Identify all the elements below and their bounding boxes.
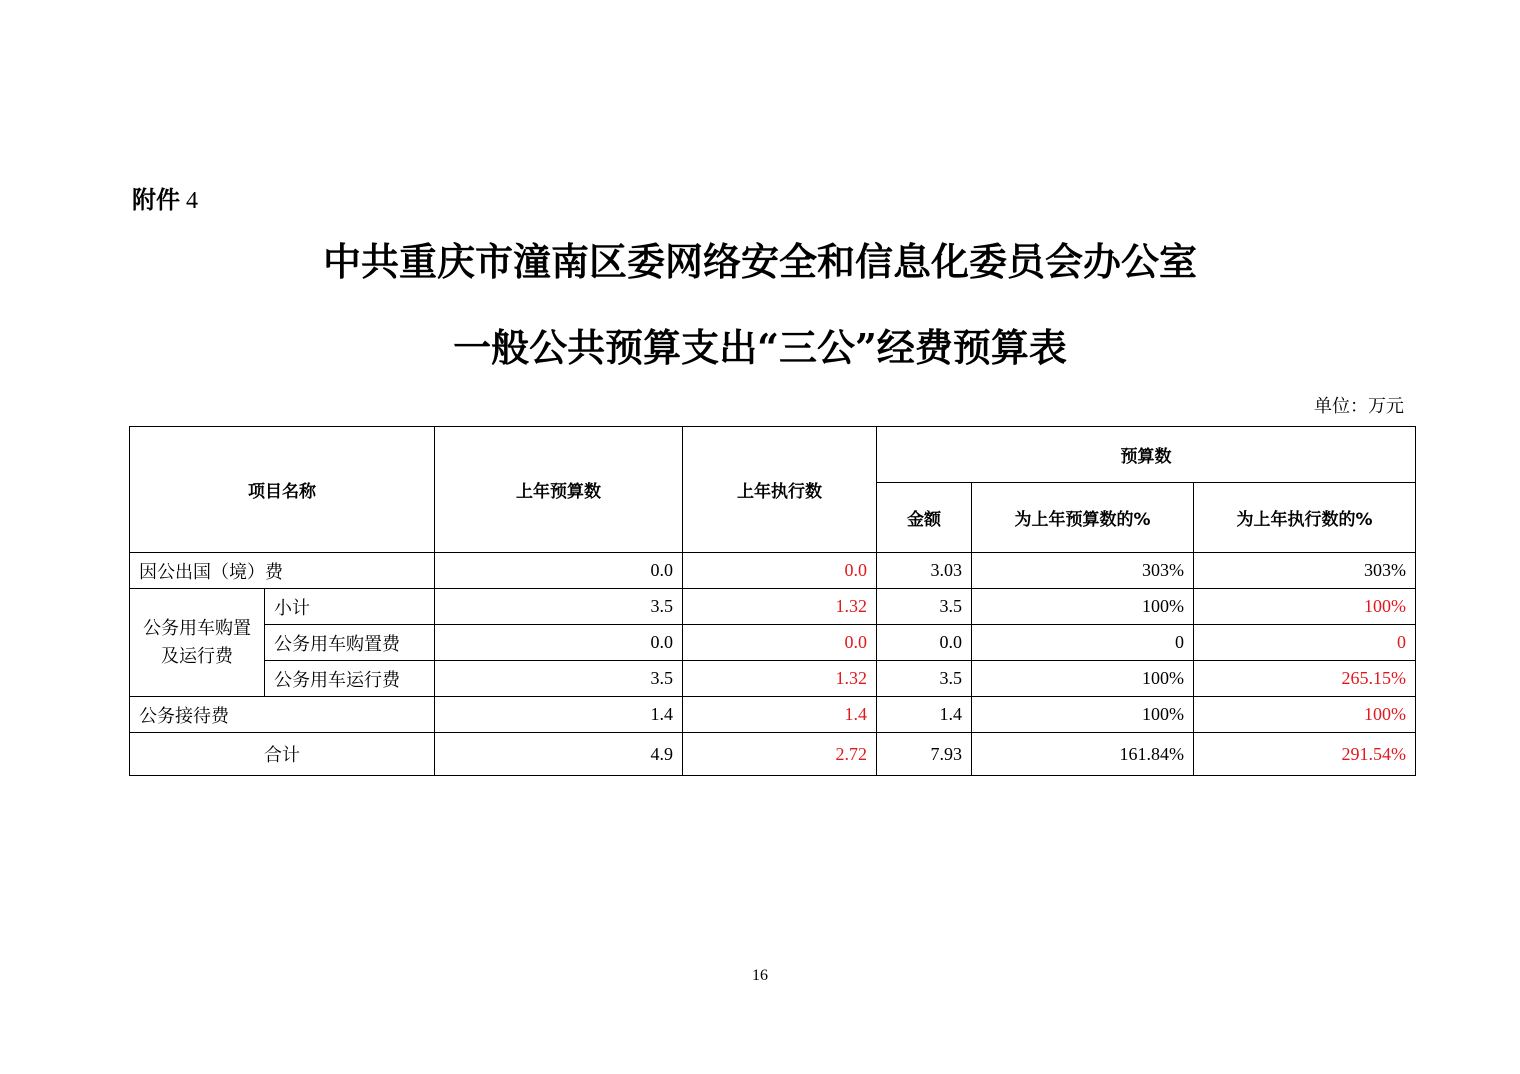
header-amount: 金额 — [877, 483, 972, 553]
cell-amount: 0.0 — [877, 625, 972, 661]
budget-table — [129, 426, 1416, 776]
header-row-1 — [130, 427, 1416, 483]
header-budget: 预算数 — [877, 427, 1416, 483]
attachment-text: 附件 — [132, 186, 180, 214]
header-prev-budget: 上年预算数 — [435, 427, 683, 553]
row-name: 因公出国（境）费 — [130, 553, 435, 589]
table-row-vehicle-subtotal — [130, 589, 1416, 625]
row-name: 公务接待费 — [130, 697, 435, 733]
cell-prev-budget: 1.4 — [435, 697, 683, 733]
cell-pct-exec: 265.15% — [1194, 661, 1416, 697]
attachment-label — [132, 183, 198, 218]
cell-pct-exec: 0 — [1194, 625, 1416, 661]
cell-pct-exec: 291.54% — [1194, 733, 1416, 776]
row-name: 小计 — [265, 589, 435, 625]
row-group-vehicle: 公务用车购置及运行费 — [130, 589, 265, 697]
cell-prev-budget: 3.5 — [435, 589, 683, 625]
attachment-number: 4 — [186, 188, 198, 214]
document-title-line1: 中共重庆市潼南区委网络安全和信息化委员会办公室 — [322, 239, 1197, 284]
cell-prev-budget: 0.0 — [435, 553, 683, 589]
cell-pct-budget: 100% — [972, 589, 1194, 625]
cell-prev-exec: 1.32 — [683, 589, 877, 625]
document-title-line2: 一般公共预算支出“三公”经费预算表 — [453, 325, 1067, 370]
unit-label: 单位：万元 — [1314, 396, 1404, 417]
cell-prev-budget: 3.5 — [435, 661, 683, 697]
table-row-vehicle-operation — [130, 661, 1416, 697]
table-row-overseas — [130, 553, 1416, 589]
cell-prev-exec: 1.32 — [683, 661, 877, 697]
header-item-name: 项目名称 — [130, 427, 435, 553]
cell-amount: 3.03 — [877, 553, 972, 589]
header-prev-exec: 上年执行数 — [683, 427, 877, 553]
cell-pct-budget: 303% — [972, 553, 1194, 589]
table-row-vehicle-purchase — [130, 625, 1416, 661]
cell-prev-exec: 2.72 — [683, 733, 877, 776]
cell-pct-exec: 303% — [1194, 553, 1416, 589]
cell-pct-budget: 161.84% — [972, 733, 1194, 776]
cell-pct-exec: 100% — [1194, 589, 1416, 625]
page-number: 16 — [752, 967, 768, 984]
cell-prev-budget: 0.0 — [435, 625, 683, 661]
cell-prev-exec: 0.0 — [683, 553, 877, 589]
table-row-reception — [130, 697, 1416, 733]
row-name: 公务用车运行费 — [265, 661, 435, 697]
header-pct-prev-budget: 为上年预算数的% — [972, 483, 1194, 553]
cell-amount: 3.5 — [877, 661, 972, 697]
cell-prev-exec: 1.4 — [683, 697, 877, 733]
row-name: 合计 — [130, 733, 435, 776]
cell-amount: 7.93 — [877, 733, 972, 776]
cell-prev-budget: 4.9 — [435, 733, 683, 776]
cell-pct-budget: 0 — [972, 625, 1194, 661]
header-pct-prev-exec: 为上年执行数的% — [1194, 483, 1416, 553]
table-row-total — [130, 733, 1416, 776]
cell-amount: 3.5 — [877, 589, 972, 625]
cell-pct-exec: 100% — [1194, 697, 1416, 733]
row-name: 公务用车购置费 — [265, 625, 435, 661]
cell-pct-budget: 100% — [972, 661, 1194, 697]
cell-prev-exec: 0.0 — [683, 625, 877, 661]
cell-amount: 1.4 — [877, 697, 972, 733]
cell-pct-budget: 100% — [972, 697, 1194, 733]
